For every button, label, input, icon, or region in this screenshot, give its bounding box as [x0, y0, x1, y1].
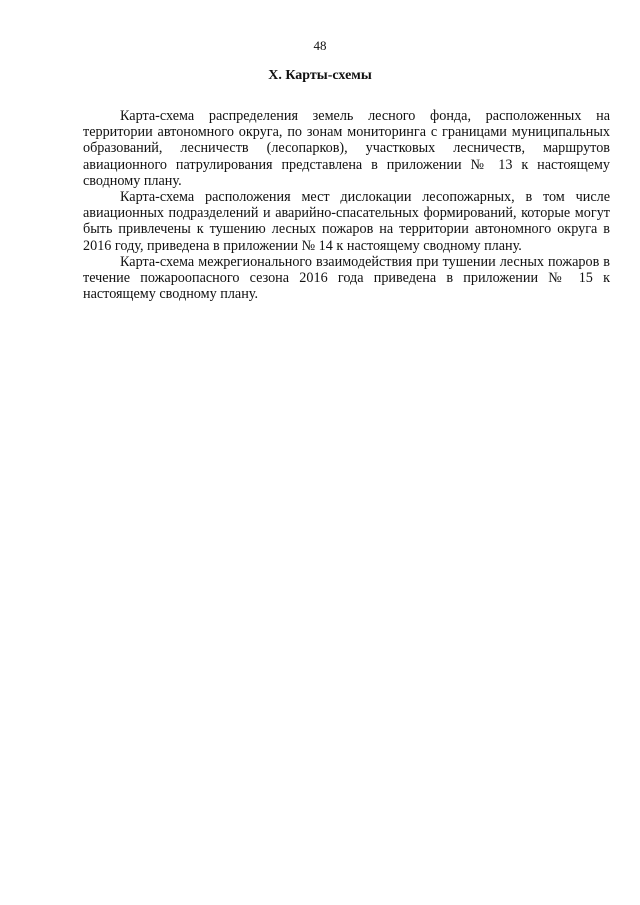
paragraph-maps-fire-units: Карта-схема расположения мест дислокации лесопожарных, в том числе авиационных подразделений и аварийно-спасательных формирований, которые могут быть привлечены к тушению лесных пожаров на территории автономного округа в 2016 году, приведена в приложении № 14 к настоящему сводному плану.	[83, 189, 610, 254]
section-heading: X. Карты-схемы	[268, 68, 372, 83]
paragraph-maps-monitoring-zones: Карта-схема распределения земель лесного фонда, расположенных на территории автономного округа, по зонам мониторинга с границами муниципальных образований, лесничеств (лесопарков), участковых лесничеств, маршрутов авиационного патрулирования представлена в приложении № 13 к настоящему сводному плану.	[83, 108, 610, 189]
page-number: 48	[313, 38, 327, 53]
paragraph-maps-interregional: Карта-схема межрегионального взаимодействия при тушении лесных пожаров в течение пожароопасного сезона 2016 года приведена в приложении № 15 к настоящему сводному плану.	[83, 253, 610, 303]
body-text	[83, 108, 610, 302]
